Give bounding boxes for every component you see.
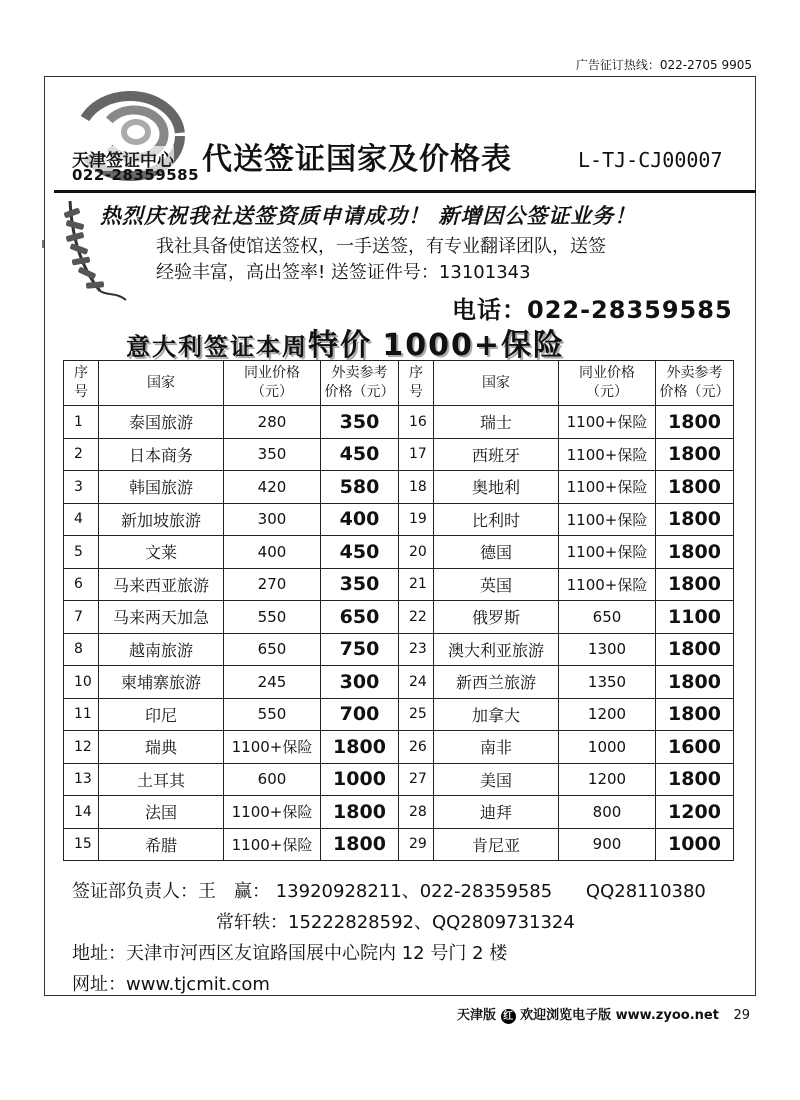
peer-price-cell: 600 <box>224 763 321 796</box>
footer-text: 欢迎浏览电子版 www.zyoo.net <box>520 1008 719 1023</box>
country-cell: 新加坡旅游 <box>99 503 224 536</box>
peer-price-cell: 1200 <box>559 763 656 796</box>
celebration-headline: 热烈庆祝我社送签资质申请成功！ 新增因公签证业务！ <box>100 203 637 228</box>
row-number-cell: 23 <box>399 633 434 666</box>
peer-price-cell: 1100+保险 <box>224 796 321 829</box>
peer-price-cell: 1350 <box>559 666 656 699</box>
row-number-cell: 16 <box>399 406 434 439</box>
visa-price-table <box>63 360 734 861</box>
column-header: 外卖参考 价格（元） <box>656 361 734 406</box>
logo-phone: 022-28359585 <box>72 166 200 184</box>
peer-price-cell: 1200 <box>559 698 656 731</box>
retail-price-cell: 750 <box>321 633 399 666</box>
column-header: 同业价格 （元） <box>224 361 321 406</box>
country-cell: 奥地利 <box>434 471 559 504</box>
retail-price-cell: 300 <box>321 666 399 699</box>
row-number-cell: 5 <box>64 536 99 569</box>
second-contact: 常轩轶：15222828592、QQ2809731324 <box>216 912 575 933</box>
peer-price-cell: 1300 <box>559 633 656 666</box>
row-number-cell: 3 <box>64 471 99 504</box>
peer-price-cell: 550 <box>224 698 321 731</box>
manager-phones: 13920928211、022-28359585 <box>275 881 553 902</box>
peer-price-cell: 300 <box>224 503 321 536</box>
peer-price-cell: 900 <box>559 828 656 861</box>
retail-price-cell: 1800 <box>656 406 734 439</box>
peer-price-cell: 270 <box>224 568 321 601</box>
country-cell: 西班牙 <box>434 438 559 471</box>
retail-price-cell: 400 <box>321 503 399 536</box>
contact-block <box>72 876 706 1000</box>
table-row <box>64 601 734 634</box>
peer-price-cell: 350 <box>224 438 321 471</box>
logo-company-name: 天津签证中心 <box>72 146 174 171</box>
retail-price-cell: 650 <box>321 601 399 634</box>
country-cell: 新西兰旅游 <box>434 666 559 699</box>
description-line-1: 我社具备使馆送签权，一手送签，有专业翻译团队，送签 <box>156 236 606 257</box>
retail-price-cell: 1000 <box>656 828 734 861</box>
peer-price-cell: 1100+保险 <box>559 438 656 471</box>
footer-badge-icon: 红 <box>501 1009 516 1024</box>
table-row <box>64 503 734 536</box>
peer-price-cell: 280 <box>224 406 321 439</box>
row-number-cell: 17 <box>399 438 434 471</box>
peer-price-cell: 1100+保险 <box>559 406 656 439</box>
row-number-cell: 21 <box>399 568 434 601</box>
table-row <box>64 406 734 439</box>
column-header: 序 号 <box>399 361 434 406</box>
peer-price-cell: 650 <box>559 601 656 634</box>
peer-price-cell: 400 <box>224 536 321 569</box>
row-number-cell: 4 <box>64 503 99 536</box>
peer-price-cell: 420 <box>224 471 321 504</box>
retail-price-cell: 580 <box>321 471 399 504</box>
country-cell: 泰国旅游 <box>99 406 224 439</box>
table-row <box>64 731 734 764</box>
footer-edition: 天津版 <box>457 1008 497 1023</box>
row-number-cell: 8 <box>64 633 99 666</box>
country-cell: 英国 <box>434 568 559 601</box>
country-cell: 俄罗斯 <box>434 601 559 634</box>
row-number-cell: 27 <box>399 763 434 796</box>
row-number-cell: 6 <box>64 568 99 601</box>
retail-price-cell: 1800 <box>321 731 399 764</box>
retail-price-cell: 1800 <box>321 828 399 861</box>
row-number-cell: 22 <box>399 601 434 634</box>
row-number-cell: 29 <box>399 828 434 861</box>
row-number-cell: 7 <box>64 601 99 634</box>
page-footer <box>457 1004 750 1024</box>
country-cell: 越南旅游 <box>99 633 224 666</box>
retail-price-cell: 1800 <box>656 633 734 666</box>
address: 地址：天津市河西区友谊路国展中心院内 12 号门 2 楼 <box>72 943 508 964</box>
table-row <box>64 796 734 829</box>
column-header: 国家 <box>99 361 224 406</box>
manager-row <box>72 876 706 907</box>
country-cell: 文莱 <box>99 536 224 569</box>
country-cell: 瑞典 <box>99 731 224 764</box>
row-number-cell: 1 <box>64 406 99 439</box>
column-header: 同业价格 （元） <box>559 361 656 406</box>
manager-qq: QQ28110380 <box>585 881 706 902</box>
table-row <box>64 763 734 796</box>
country-cell: 南非 <box>434 731 559 764</box>
retail-price-cell: 1100 <box>656 601 734 634</box>
row-number-cell: 14 <box>64 796 99 829</box>
retail-price-cell: 350 <box>321 406 399 439</box>
retail-price-cell: 1600 <box>656 731 734 764</box>
peer-price-cell: 1100+保险 <box>559 536 656 569</box>
column-header: 外卖参考 价格（元） <box>321 361 399 406</box>
country-cell: 比利时 <box>434 503 559 536</box>
peer-price-cell: 245 <box>224 666 321 699</box>
retail-price-cell: 1800 <box>321 796 399 829</box>
country-cell: 日本商务 <box>99 438 224 471</box>
page-title: 代送签证国家及价格表 <box>202 142 512 177</box>
country-cell: 希腊 <box>99 828 224 861</box>
row-number-cell: 18 <box>399 471 434 504</box>
row-number-cell: 26 <box>399 731 434 764</box>
document-code: L-TJ-CJ00007 <box>578 148 723 172</box>
country-cell: 土耳其 <box>99 763 224 796</box>
table-row <box>64 698 734 731</box>
country-cell: 迪拜 <box>434 796 559 829</box>
country-cell: 韩国旅游 <box>99 471 224 504</box>
retail-price-cell: 1800 <box>656 698 734 731</box>
service-description <box>156 234 746 286</box>
description-line-2: 经验丰富，高出签率! 送签证件号：13101343 <box>156 262 531 283</box>
table-row <box>64 828 734 861</box>
retail-price-cell: 1200 <box>656 796 734 829</box>
retail-price-cell: 450 <box>321 438 399 471</box>
row-number-cell: 19 <box>399 503 434 536</box>
country-cell: 加拿大 <box>434 698 559 731</box>
peer-price-cell: 650 <box>224 633 321 666</box>
retail-price-cell: 1000 <box>321 763 399 796</box>
table-row <box>64 471 734 504</box>
promo-suffix: 1000+保险 <box>382 328 565 363</box>
country-cell: 美国 <box>434 763 559 796</box>
row-number-cell: 24 <box>399 666 434 699</box>
country-cell: 肯尼亚 <box>434 828 559 861</box>
country-cell: 澳大利亚旅游 <box>434 633 559 666</box>
peer-price-cell: 1100+保险 <box>559 471 656 504</box>
country-cell: 柬埔寨旅游 <box>99 666 224 699</box>
table-header-row <box>64 361 734 406</box>
retail-price-cell: 1800 <box>656 568 734 601</box>
row-number-cell: 10 <box>64 666 99 699</box>
retail-price-cell: 1800 <box>656 471 734 504</box>
country-cell: 瑞士 <box>434 406 559 439</box>
peer-price-cell: 800 <box>559 796 656 829</box>
table-row <box>64 536 734 569</box>
peer-price-cell: 550 <box>224 601 321 634</box>
table-row <box>64 666 734 699</box>
row-number-cell: 11 <box>64 698 99 731</box>
peer-price-cell: 1100+保险 <box>224 828 321 861</box>
website: 网址：www.tjcmit.com <box>72 974 270 995</box>
column-header: 国家 <box>434 361 559 406</box>
retail-price-cell: 1800 <box>656 666 734 699</box>
promo-prefix: 意大利签证本周 <box>126 333 308 361</box>
retail-price-cell: 700 <box>321 698 399 731</box>
row-number-cell: 2 <box>64 438 99 471</box>
table-row <box>64 633 734 666</box>
row-number-cell: 15 <box>64 828 99 861</box>
margin-mark <box>42 240 44 248</box>
country-cell: 马来两天加急 <box>99 601 224 634</box>
contact-phone: 电话：022-28359585 <box>452 296 733 324</box>
row-number-cell: 12 <box>64 731 99 764</box>
country-cell: 德国 <box>434 536 559 569</box>
row-number-cell: 25 <box>399 698 434 731</box>
retail-price-cell: 450 <box>321 536 399 569</box>
page-number: 29 <box>733 1008 750 1023</box>
table-row <box>64 568 734 601</box>
country-cell: 马来西亚旅游 <box>99 568 224 601</box>
country-cell: 法国 <box>99 796 224 829</box>
peer-price-cell: 1100+保险 <box>224 731 321 764</box>
peer-price-cell: 1100+保险 <box>559 568 656 601</box>
retail-price-cell: 1800 <box>656 438 734 471</box>
country-cell: 印尼 <box>99 698 224 731</box>
retail-price-cell: 1800 <box>656 763 734 796</box>
promo-highlight: 特价 <box>308 328 372 363</box>
column-header: 序 号 <box>64 361 99 406</box>
peer-price-cell: 1000 <box>559 731 656 764</box>
retail-price-cell: 1800 <box>656 536 734 569</box>
retail-price-cell: 1800 <box>656 503 734 536</box>
row-number-cell: 28 <box>399 796 434 829</box>
retail-price-cell: 350 <box>321 568 399 601</box>
ad-hotline: 广告征订热线：022-2705 9905 <box>575 58 752 72</box>
peer-price-cell: 1100+保险 <box>559 503 656 536</box>
table-row <box>64 438 734 471</box>
row-number-cell: 20 <box>399 536 434 569</box>
manager-label: 签证部负责人：王 赢： <box>72 881 270 902</box>
italy-promo <box>126 320 565 364</box>
title-divider <box>54 190 756 193</box>
row-number-cell: 13 <box>64 763 99 796</box>
